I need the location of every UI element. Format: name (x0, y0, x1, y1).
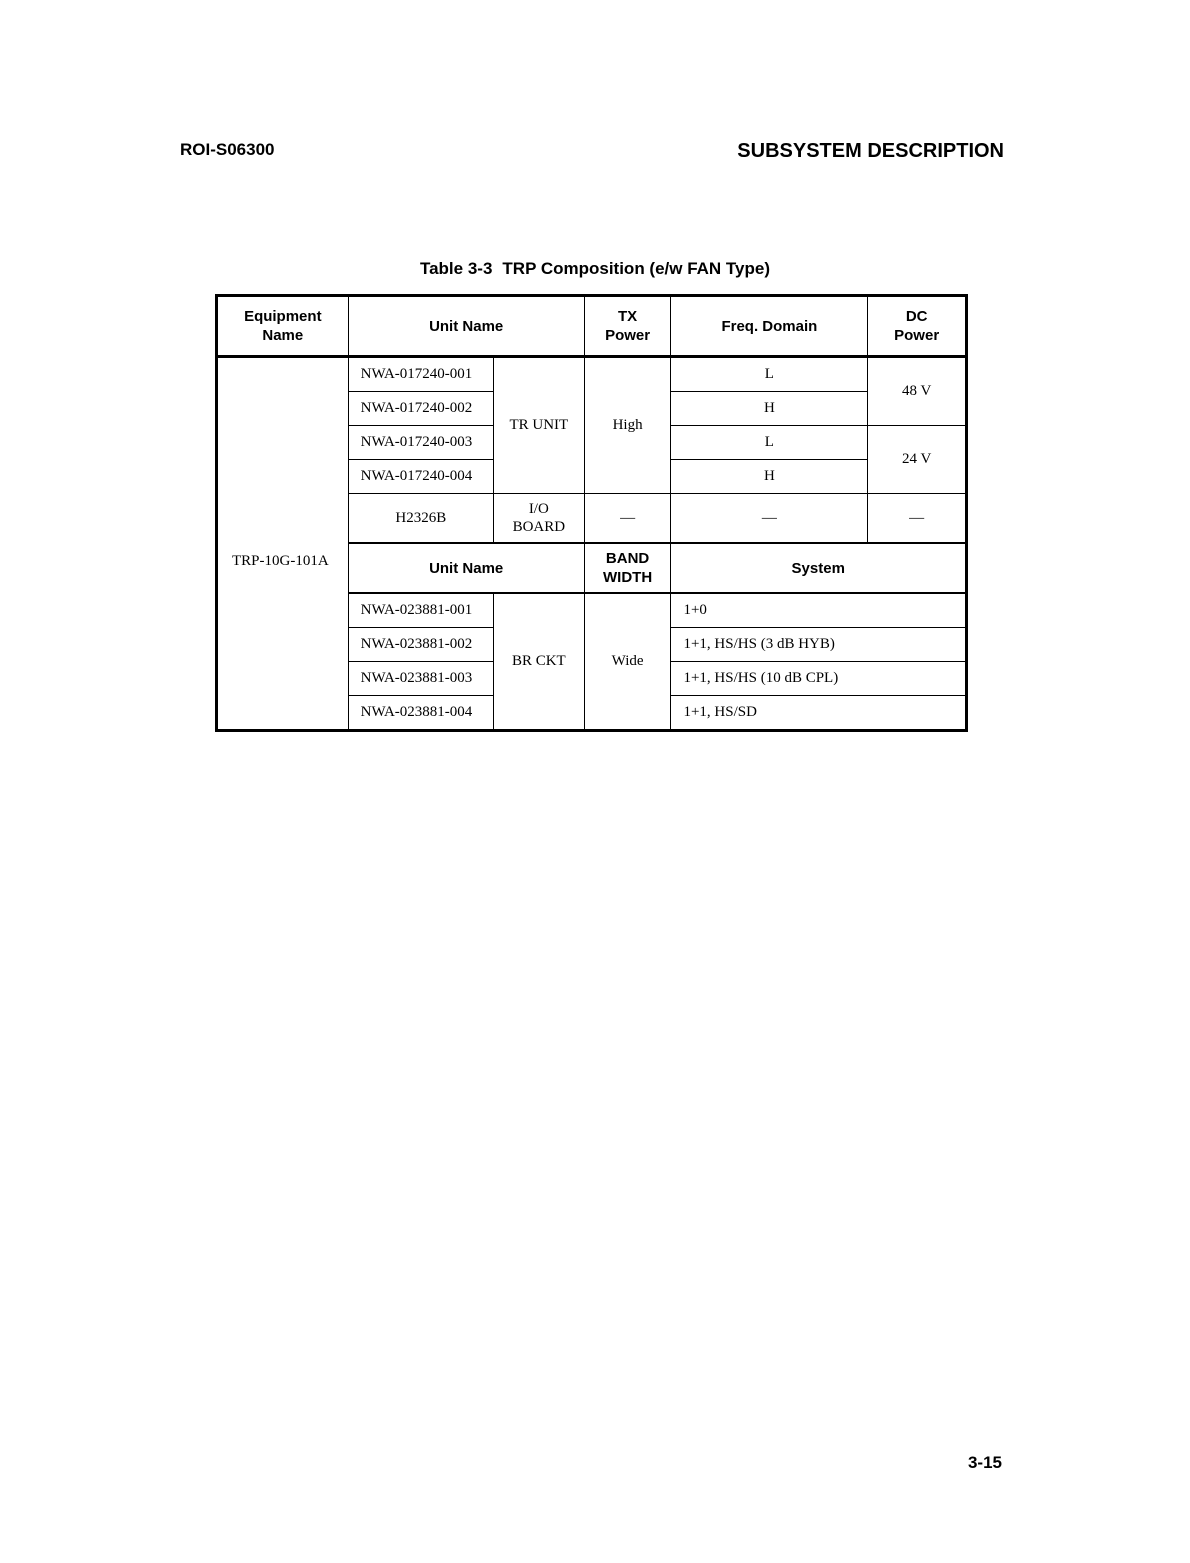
tr-unit-code: NWA-017240-003 (348, 426, 493, 460)
br-unit-type: BR CKT (493, 593, 584, 731)
trp-composition-table (215, 294, 968, 732)
page-number: 3-15 (967, 1453, 1002, 1472)
tr-unit-type: TR UNIT (493, 357, 584, 494)
freq-domain-cell: H (671, 392, 868, 426)
br-unit-code: NWA-023881-004 (348, 696, 493, 731)
io-board-type: I/O BOARD (493, 494, 584, 544)
io-board-code: H2326B (348, 494, 493, 544)
table-caption (0, 259, 1190, 279)
io-dc-power: — (868, 494, 967, 544)
dc-power-48: 48 V (868, 357, 967, 426)
table-row (217, 357, 967, 392)
br-bandwidth: Wide (584, 593, 671, 731)
sub-header-bandwidth: BAND WIDTH (584, 543, 671, 593)
table-number: Table 3-3 (419, 259, 493, 278)
document-id: ROI-S06300 (180, 140, 275, 159)
br-system: 1+1, HS/HS (3 dB HYB) (671, 628, 967, 662)
freq-domain-cell: L (671, 357, 868, 392)
br-unit-code: NWA-023881-001 (348, 593, 493, 628)
tr-unit-code: NWA-017240-004 (348, 460, 493, 494)
table-title: TRP Composition (e/w FAN Type) (502, 259, 771, 278)
col-header-freq-domain: Freq. Domain (671, 296, 868, 357)
br-system: 1+1, HS/SD (671, 696, 967, 731)
br-system: 1+1, HS/HS (10 dB CPL) (671, 662, 967, 696)
col-header-dc-power: DC Power (868, 296, 967, 357)
equipment-name-cell: TRP-10G-101A (217, 357, 349, 731)
col-header-tx-power: TX Power (584, 296, 671, 357)
io-freq-domain: — (671, 494, 868, 544)
tr-unit-code: NWA-017240-001 (348, 357, 493, 392)
col-header-equipment-name: Equipment Name (217, 296, 349, 357)
tr-unit-code: NWA-017240-002 (348, 392, 493, 426)
header-row (217, 296, 967, 357)
freq-domain-cell: H (671, 460, 868, 494)
io-tx-power: — (584, 494, 671, 544)
sub-header-system: System (671, 543, 967, 593)
tr-tx-power: High (584, 357, 671, 494)
br-unit-code: NWA-023881-003 (348, 662, 493, 696)
freq-domain-cell: L (671, 426, 868, 460)
br-unit-code: NWA-023881-002 (348, 628, 493, 662)
br-system: 1+0 (671, 593, 967, 628)
dc-power-24: 24 V (868, 426, 967, 494)
sub-header-unit-name: Unit Name (348, 543, 584, 593)
section-title: SUBSYSTEM DESCRIPTION (737, 140, 1004, 162)
col-header-unit-name: Unit Name (348, 296, 584, 357)
